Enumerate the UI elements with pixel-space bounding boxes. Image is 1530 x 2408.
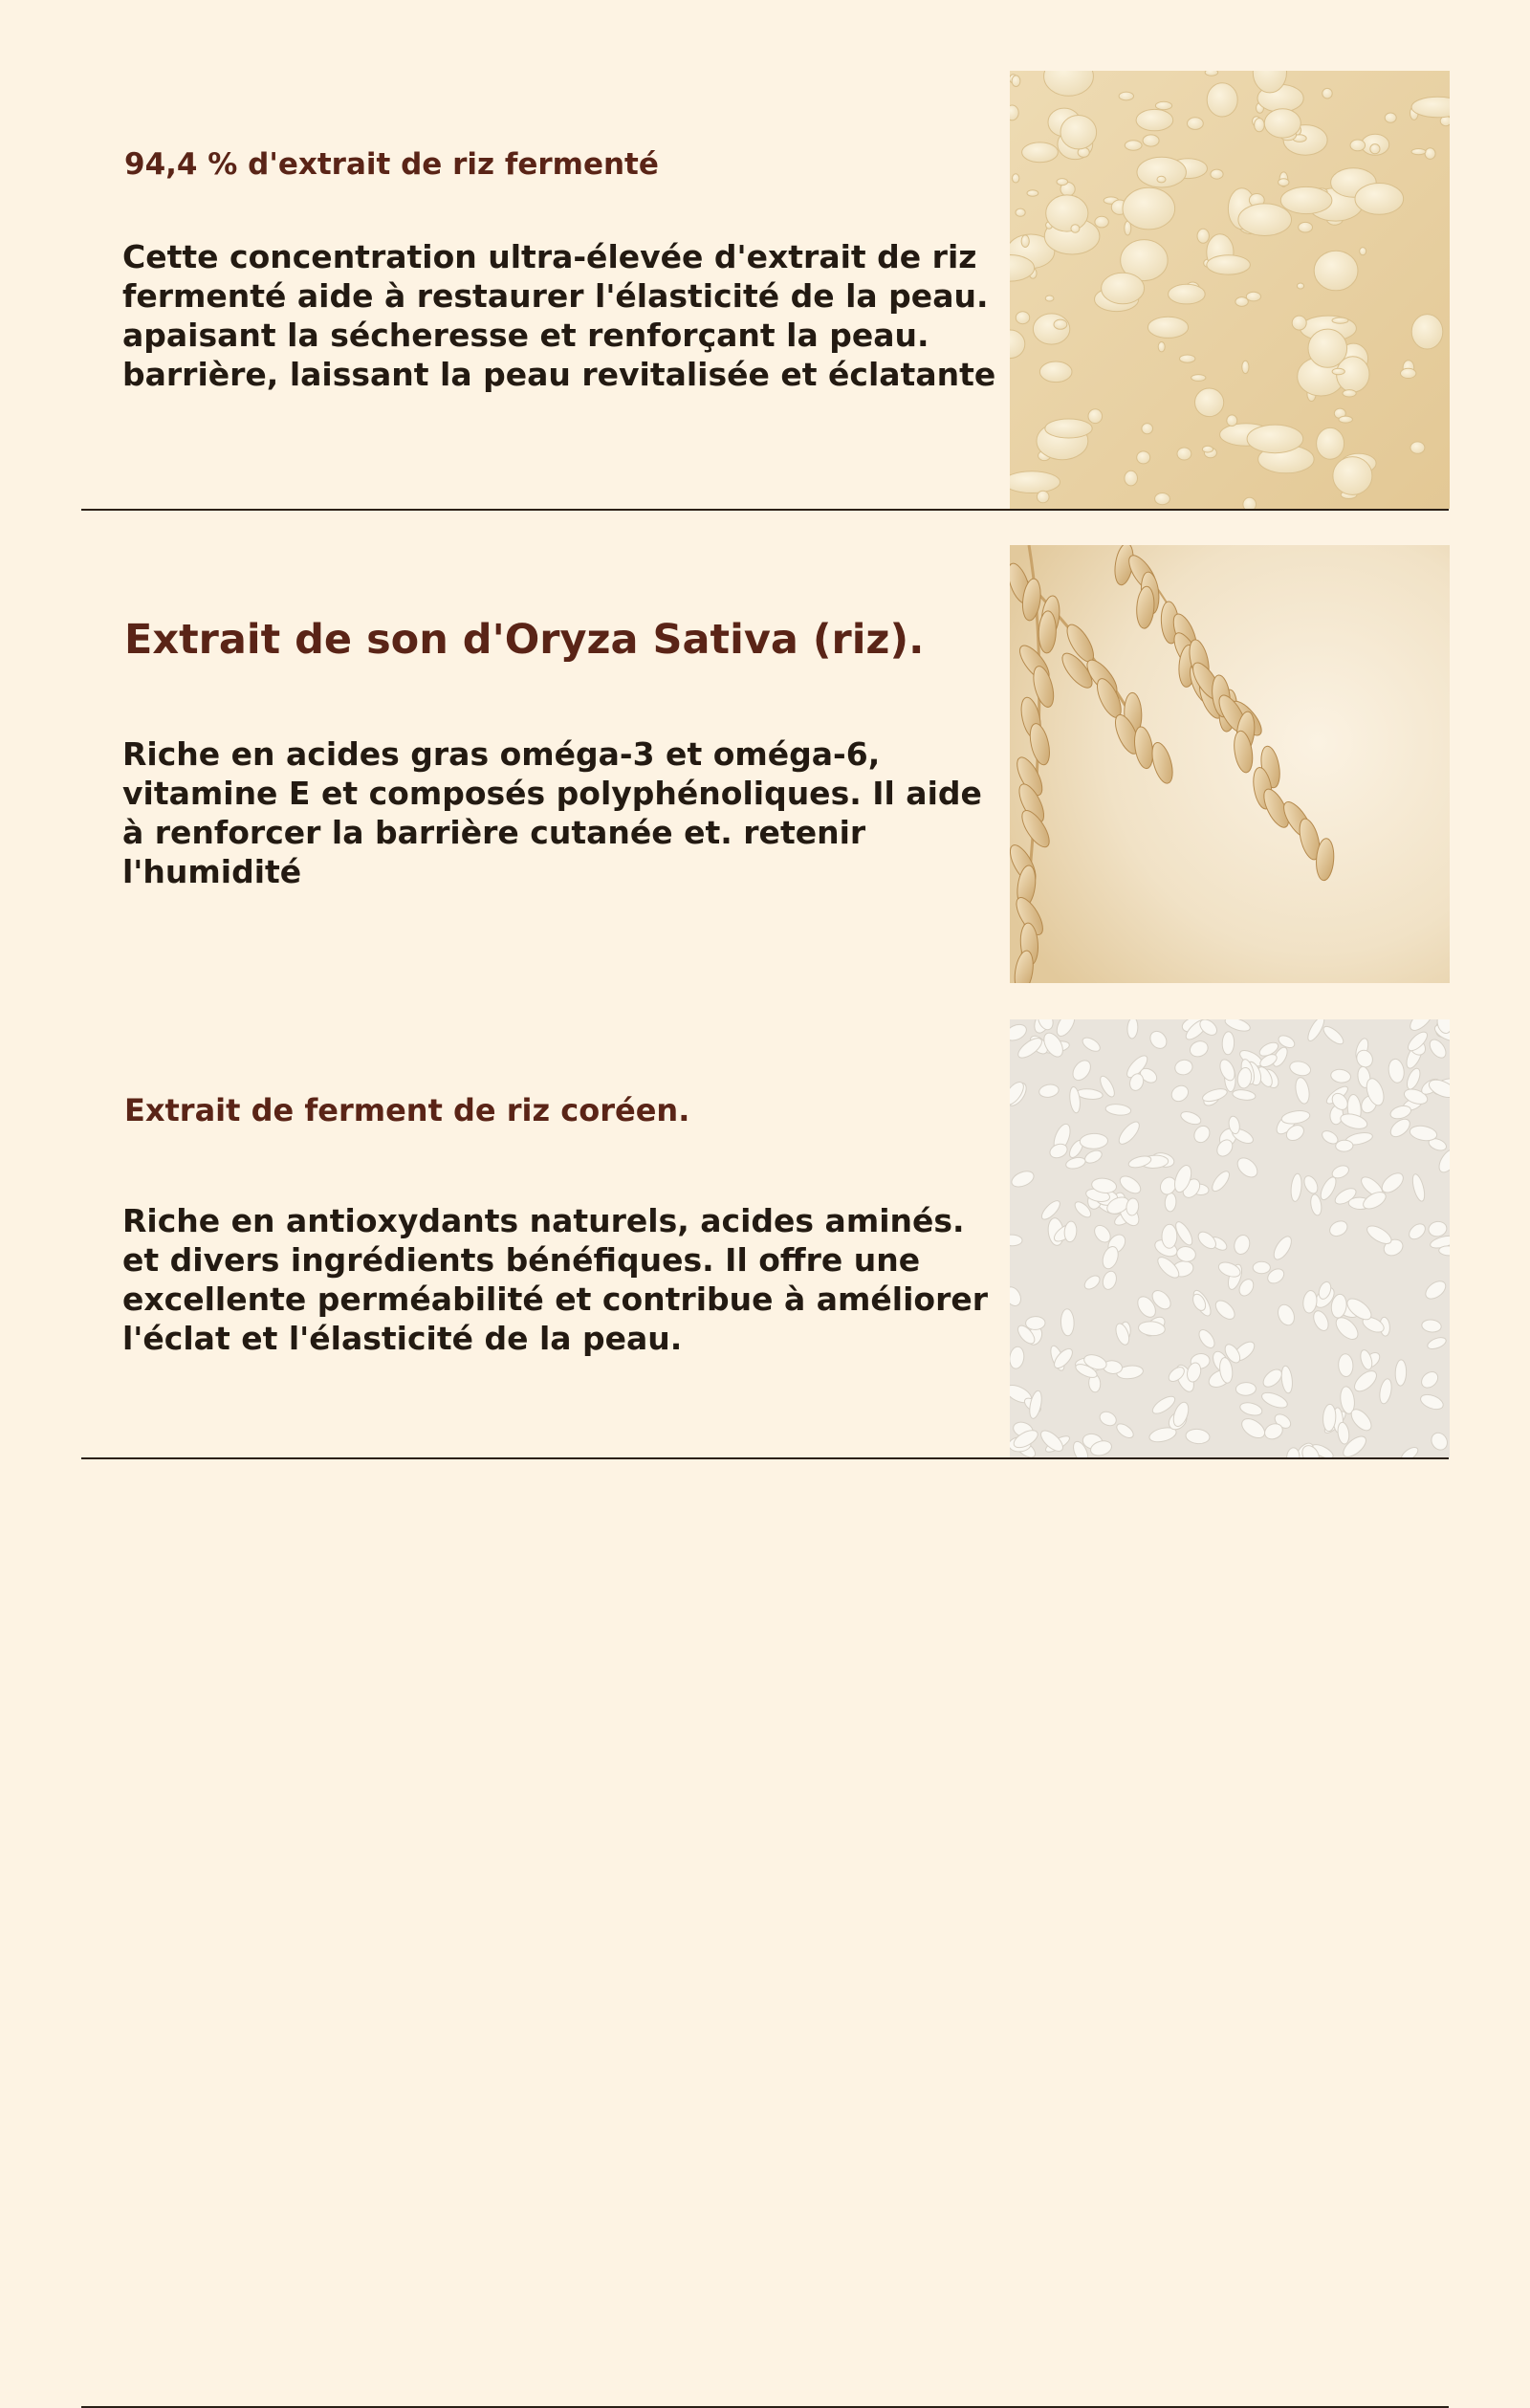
fermented-rice-bubbles-image xyxy=(1010,71,1450,509)
bubble-shape xyxy=(1246,292,1260,301)
rice-grain-shape xyxy=(1025,1316,1045,1330)
rice-grain-shape xyxy=(1280,186,1332,213)
bubble-shape xyxy=(1370,144,1380,154)
bubble-shape xyxy=(1227,415,1237,427)
rice-grain-shape xyxy=(1169,284,1206,304)
bubble-shape xyxy=(1297,283,1303,289)
bubble-shape xyxy=(1155,101,1171,109)
rice-grain-shape xyxy=(1238,204,1292,236)
rice-grain-shape xyxy=(1207,83,1237,117)
bubble-shape xyxy=(1095,216,1108,228)
rice-grain-shape xyxy=(1010,471,1060,493)
rice-grain-shape xyxy=(1207,255,1251,274)
rice-grain-shape xyxy=(1033,314,1069,344)
section-title: Extrait de ferment de riz coréen. xyxy=(124,1092,690,1128)
bubble-shape xyxy=(1177,448,1191,460)
rice-grain-shape xyxy=(1308,329,1347,367)
bubble-shape xyxy=(1279,179,1289,186)
bubble-shape xyxy=(1157,176,1166,183)
section-description: Cette concentration ultra-élevée d'extrait de riz fermenté aide à restaurer l'élasticité de la peau. apaisant la sécheresse et renforçant la peau. barrière, laissant la peau revitalisée et éclatante xyxy=(122,238,996,393)
bubble-shape xyxy=(1322,88,1332,99)
bubble-shape xyxy=(1299,222,1313,232)
bubble-shape xyxy=(1197,229,1209,243)
section-description: Riche en antioxydants naturels, acides aminés. et divers ingrédients bénéfiques. Il offre une excellente perméabilité et contribue à améliorer l'éclat et l'élasticité de la peau. xyxy=(122,1202,989,1357)
bubble-shape xyxy=(1180,355,1195,362)
bubble-shape xyxy=(1243,497,1257,509)
bubble-shape xyxy=(1410,442,1425,453)
rice-grain-shape xyxy=(1039,361,1072,383)
bubble-shape xyxy=(1013,174,1019,183)
bubble-shape xyxy=(1188,118,1204,130)
bubble-shape xyxy=(1027,190,1038,197)
bubble-shape xyxy=(1125,471,1138,486)
rice-grain-shape xyxy=(1162,1224,1177,1248)
section-description: Riche en acides gras oméga-3 et oméga-6, vitamine E et composés polyphénoliques. Il aide à renforcer la barrière cutanée et. retenir l'humidité xyxy=(122,735,982,890)
bubble-shape xyxy=(1143,135,1159,146)
bubble-shape xyxy=(1012,76,1020,87)
bubble-shape xyxy=(1155,493,1170,505)
bubble-shape xyxy=(1045,296,1054,301)
bubble-shape xyxy=(1205,71,1217,76)
rice-grain-shape xyxy=(1355,184,1404,215)
bubble-shape xyxy=(1016,208,1025,216)
bubble-shape xyxy=(1242,361,1249,373)
section-title: 94,4 % d'extrait de riz fermenté xyxy=(124,147,659,182)
bubble-shape xyxy=(1054,319,1067,329)
bubble-shape xyxy=(1088,409,1103,424)
rice-grain-shape xyxy=(1411,315,1443,349)
rice-grain-shape xyxy=(1314,251,1358,291)
bubble-shape xyxy=(1332,368,1344,374)
section-divider xyxy=(81,1457,1449,1459)
bubble-shape xyxy=(1119,92,1133,100)
bubble-shape xyxy=(1332,317,1348,323)
rice-plant-image xyxy=(1010,545,1450,983)
bubble-shape xyxy=(1137,451,1150,464)
rice-grain-shape xyxy=(1317,427,1344,459)
rice-grain-shape xyxy=(1022,142,1059,163)
bubble-shape xyxy=(1401,368,1416,378)
rice-grain-shape xyxy=(1335,1140,1353,1151)
bubble-shape xyxy=(1411,149,1426,155)
rice-grain-shape xyxy=(1253,1261,1270,1273)
bubble-shape xyxy=(1235,297,1248,307)
rice-grain-shape xyxy=(1136,109,1173,130)
bubble-shape xyxy=(1057,179,1068,186)
bubble-shape xyxy=(1425,148,1435,160)
bubble-shape xyxy=(1343,390,1356,397)
rice-grain-shape xyxy=(1333,457,1372,495)
bubble-shape xyxy=(1339,416,1352,423)
bubble-shape xyxy=(1158,342,1165,352)
bubble-shape xyxy=(1021,235,1029,248)
rice-grain-shape xyxy=(1195,388,1224,417)
bubble-shape xyxy=(1211,169,1223,179)
rice-grain-shape xyxy=(1148,317,1188,338)
rice-grain-shape xyxy=(1123,187,1175,230)
rice-grain-shape xyxy=(1060,116,1097,149)
bubble-shape xyxy=(1255,119,1265,132)
bubble-shape xyxy=(1350,140,1366,151)
bubble-shape xyxy=(1037,491,1049,503)
bubble-shape xyxy=(1071,225,1080,232)
bubble-shape xyxy=(1292,316,1306,330)
bubble-shape xyxy=(1125,141,1142,150)
bubble-shape xyxy=(1202,446,1213,452)
bubble-shape xyxy=(1016,312,1029,324)
bubble-shape xyxy=(1360,248,1366,255)
bubble-shape xyxy=(1385,113,1396,122)
bubble-shape xyxy=(1142,424,1153,434)
rice-grain-shape xyxy=(1046,195,1088,231)
rice-grain-shape xyxy=(1264,109,1300,138)
white-rice-grains-image xyxy=(1010,1019,1450,1457)
section-title: Extrait de son d'Oryza Sativa (riz). xyxy=(124,616,925,664)
rice-grain-shape xyxy=(1045,419,1092,438)
bubble-shape xyxy=(1191,375,1206,382)
rice-grain-shape xyxy=(1247,425,1303,453)
rice-grain-shape xyxy=(1102,273,1145,304)
bubble-shape xyxy=(1010,105,1018,120)
rice-grain-shape xyxy=(1222,1032,1235,1055)
section-divider xyxy=(81,509,1449,511)
rice-grain-shape xyxy=(1235,1382,1256,1395)
